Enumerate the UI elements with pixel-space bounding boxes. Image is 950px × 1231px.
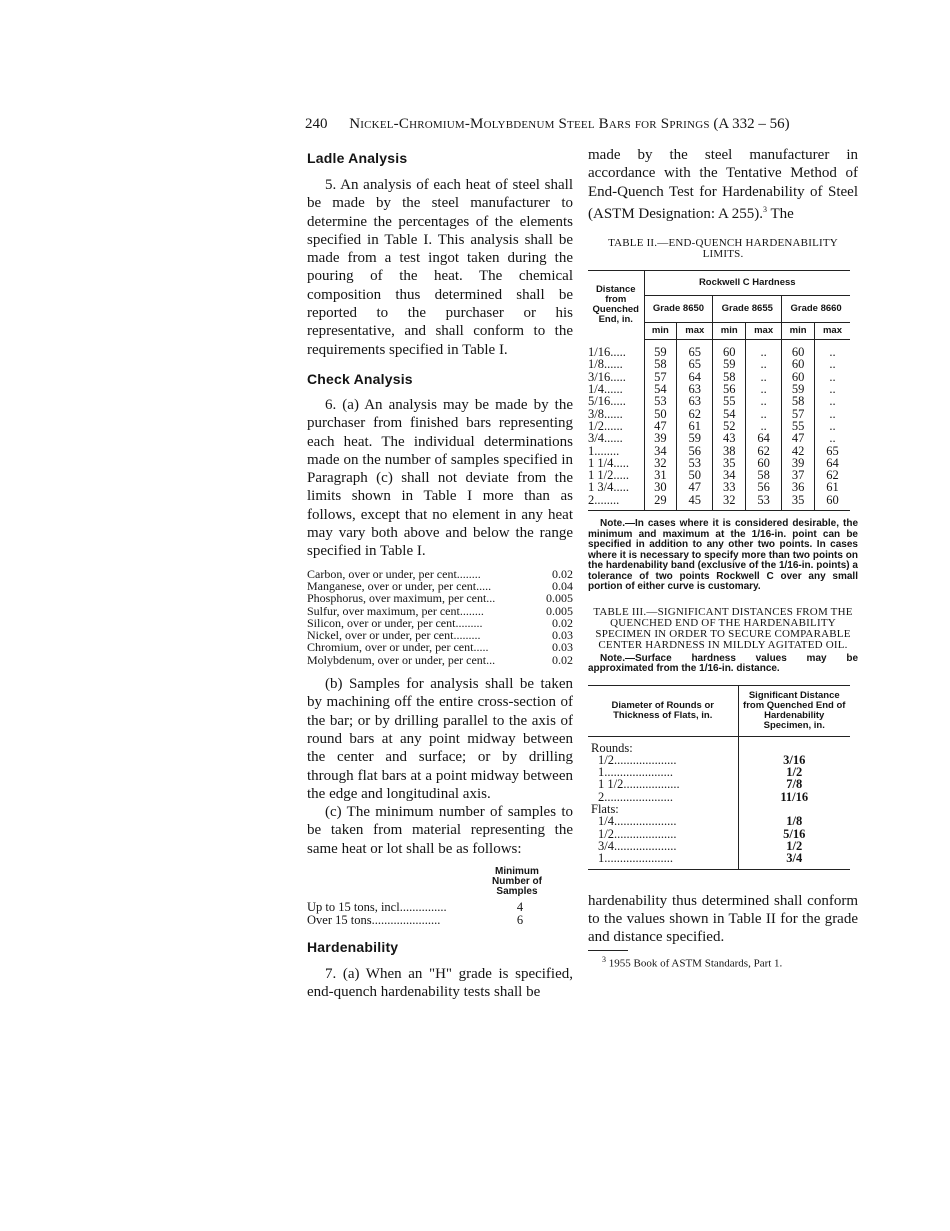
table-3-size: 1/4.................... xyxy=(588,815,738,827)
table-3-distance: 3/16 xyxy=(783,752,806,767)
paragraph-7-continued-end: The xyxy=(767,205,794,222)
limit-value: 0.03 xyxy=(552,628,573,643)
samples-label: Over 15 tons...................... xyxy=(307,912,441,927)
hardness-cell: 60 xyxy=(826,492,839,507)
table-2-row xyxy=(588,395,850,407)
max-header: max xyxy=(746,323,782,340)
hardness-cell: 59 xyxy=(782,383,815,395)
hardenability-heading: Hardenability xyxy=(307,938,399,955)
samples-column-header: Minimum Number of Samples xyxy=(492,865,542,897)
limit-label: Manganese, over or under, per cent..... xyxy=(307,578,492,593)
hardness-cell: 60 xyxy=(746,457,782,469)
samples-value: 6 xyxy=(516,912,524,927)
table-3-note: Note.—Surface hardness values may be approximated from the 1/16-in. distance. xyxy=(588,652,858,675)
table-3-row xyxy=(588,778,850,790)
limit-row xyxy=(307,605,573,617)
table-2-row xyxy=(588,420,850,432)
table-3-size: 1 1/2.................. xyxy=(588,778,738,790)
footnote-ref-3: 3 xyxy=(763,204,767,214)
page-number: 240 xyxy=(305,116,328,132)
paragraph-6b: (b) Samples for analysis shall be taken by machining off the entire cross-section of the bar; or by drilling parallel to the axis of round bars at any point midway between the center and surface; or by drilling through flat bars at a point midway between the edge and longitudinal axis. xyxy=(307,676,573,802)
hardness-cell: 50 xyxy=(644,408,677,420)
hardness-cell: 62 xyxy=(826,468,839,483)
table-3-distance: 11/16 xyxy=(780,789,809,804)
distance-cell: 5/16..... xyxy=(588,395,644,407)
rockwell-header: Rockwell C Hardness xyxy=(644,271,850,296)
table-3-size: 2...................... xyxy=(588,791,738,803)
table-2-row xyxy=(588,383,850,395)
hardness-cell: 58 xyxy=(782,395,815,407)
footnote-text: 1955 Book of ASTM Standards, Part 1. xyxy=(606,958,783,971)
table-3-subheading: Flats: xyxy=(588,803,738,815)
samples-table xyxy=(307,901,533,927)
hardness-cell: 64 xyxy=(677,371,713,383)
paragraph-7-end: hardenability thus determined shall conform to the values shown in Table II for the grade and distance specified. xyxy=(588,892,858,946)
hardness-cell: 56 xyxy=(677,445,713,457)
table-2-note: Note.—In cases where it is considered desirable, the minimum and maximum at the 1/16-in. point can be specified in addition to any other two points. In cases where it is necessary to specify more than two points on the hardenability band (exclusive of the 1/16-in. points) a tolerance of two points Rockwell C over any small portion of either curve is customary. xyxy=(588,518,858,593)
hardness-cell: .. xyxy=(829,431,836,446)
distance-cell: 1 1/2..... xyxy=(588,469,644,481)
distance-cell: 1 1/4..... xyxy=(588,457,644,469)
hardness-cell: 63 xyxy=(677,383,713,395)
ladle-analysis-heading: Ladle Analysis xyxy=(307,150,408,166)
hardness-cell: 54 xyxy=(713,408,746,420)
table-2-row xyxy=(588,432,850,444)
hardness-cell: .. xyxy=(829,394,836,409)
table-3-empty-cell xyxy=(738,736,850,754)
hardness-cell: 35 xyxy=(713,457,746,469)
table-2-row xyxy=(588,408,850,420)
footnote-rule xyxy=(588,950,628,951)
hardness-cell: .. xyxy=(746,340,782,359)
distance-cell: 1........ xyxy=(588,445,644,457)
paragraph-6c: (c) The minimum number of samples to be taken from material representing the same heat or lot shall be as follows: xyxy=(307,804,573,857)
hardness-cell: .. xyxy=(829,382,836,397)
hardness-cell: 64 xyxy=(826,455,839,470)
hardness-cell: 56 xyxy=(746,481,782,493)
samples-label: Up to 15 tons, incl............... xyxy=(307,899,447,914)
hardness-cell: 30 xyxy=(644,481,677,493)
table-3-size: 1/2.................... xyxy=(588,828,738,840)
hardness-cell: .. xyxy=(746,358,782,370)
table-2-hardenability-limits xyxy=(588,270,850,511)
variation-limits-table xyxy=(307,568,573,666)
hardness-cell: 57 xyxy=(782,408,815,420)
hardness-cell: 32 xyxy=(713,494,746,511)
min-header: min xyxy=(782,323,815,340)
limit-row xyxy=(307,641,573,653)
samples-row xyxy=(307,914,533,927)
distance-cell: 1/4...... xyxy=(588,383,644,395)
hardness-cell: .. xyxy=(746,408,782,420)
distance-cell: 1/16..... xyxy=(588,340,644,359)
limit-value: 0.02 xyxy=(552,615,573,630)
hardness-cell: 53 xyxy=(677,457,713,469)
table-3-distance: 5/16 xyxy=(783,826,806,841)
limit-row xyxy=(307,654,573,666)
hardness-cell: 60 xyxy=(782,358,815,370)
diameter-column-header: Diameter of Rounds or Thickness of Flats, in. xyxy=(588,685,738,736)
hardness-cell: 42 xyxy=(782,445,815,457)
hardness-cell: 60 xyxy=(782,340,815,359)
samples-value: 4 xyxy=(516,899,524,914)
table-2-caption: TABLE II.—END-QUENCH HARDENABILITY LIMITS. xyxy=(608,237,838,261)
hardness-cell: 47 xyxy=(782,432,815,444)
distance-cell: 3/4...... xyxy=(588,432,644,444)
limit-label: Chromium, over or under, per cent..... xyxy=(307,640,489,655)
paragraph-7-continued xyxy=(588,146,858,223)
table-3-distance: 7/8 xyxy=(786,777,803,792)
hardness-cell: 53 xyxy=(746,494,782,511)
table-3-distance: 1/8 xyxy=(786,814,803,829)
distance-cell: 1/2...... xyxy=(588,420,644,432)
hardness-cell: 58 xyxy=(644,358,677,370)
hardness-cell: 34 xyxy=(644,445,677,457)
table-3-row xyxy=(588,791,850,803)
table-3-distance: 1/2 xyxy=(786,765,803,780)
hardness-cell: 32 xyxy=(644,457,677,469)
limit-value: 0.02 xyxy=(552,652,573,667)
limit-value: 0.03 xyxy=(552,640,573,655)
limit-label: Phosphorus, over maximum, per cent... xyxy=(307,591,496,606)
hardness-cell: .. xyxy=(829,418,836,433)
table-3-size: 1...................... xyxy=(588,766,738,778)
running-title: Nickel-Chromium-Molybdenum Steel Bars for Springs xyxy=(349,116,710,132)
limit-label: Silicon, over or under, per cent......... xyxy=(307,615,483,630)
table-2-row xyxy=(588,371,850,383)
hardness-cell: 58 xyxy=(713,371,746,383)
limit-row xyxy=(307,592,573,604)
hardness-cell: 60 xyxy=(782,371,815,383)
grade-8650-header: Grade 8650 xyxy=(644,296,713,323)
hardness-cell: 37 xyxy=(782,469,815,481)
hardness-cell: 64 xyxy=(746,432,782,444)
hardness-cell: 59 xyxy=(644,340,677,359)
designation: (A 332 – 56) xyxy=(713,116,790,132)
distance-cell: 2........ xyxy=(588,494,644,511)
hardness-cell: 57 xyxy=(644,371,677,383)
limit-label: Nickel, over or under, per cent......... xyxy=(307,628,481,643)
paragraph-7-continued-text: made by the steel manufacturer in accordance with the Tentative Method of End-Quench Test for Hardenability of Steel (ASTM Designation: A 255). xyxy=(588,147,858,222)
hardness-cell: 65 xyxy=(826,443,839,458)
table-3-row xyxy=(588,815,850,827)
min-header: min xyxy=(713,323,746,340)
distance-cell: 3/8...... xyxy=(588,408,644,420)
table-3-size: 3/4.................... xyxy=(588,840,738,852)
hardness-cell: 60 xyxy=(713,340,746,359)
right-column xyxy=(588,146,858,970)
table-3-subheading: Rounds: xyxy=(588,736,738,754)
hardness-cell: 63 xyxy=(677,395,713,407)
paragraph-5: 5. An analysis of each heat of steel shall be made by the steel manufacturer to determine the percentages of the elements specified in Table I. This analysis shall be made from a test ingot taken during the pouring of the heat. The chemical composition thus determined shall be reported to the purchaser or his representative, and shall conform to the requirements specified in Table I. xyxy=(307,177,573,358)
hardness-cell: 53 xyxy=(644,395,677,407)
max-header: max xyxy=(815,323,851,340)
table-3-subheading-row xyxy=(588,736,850,754)
hardness-cell: 65 xyxy=(677,340,713,359)
hardness-cell: 34 xyxy=(713,469,746,481)
hardness-cell: 36 xyxy=(782,481,815,493)
table-2-row xyxy=(588,340,850,359)
paragraph-6a: 6. (a) An analysis may be made by the purchaser from finished bars representing each heat. The individual determinations made on the number of samples specified in Paragraph (c) shall not deviate from the limits shown in Table I more than as follows, except that no element in any heat may vary both above and below the range specified in Table I. xyxy=(307,396,573,560)
hardness-cell: 56 xyxy=(713,383,746,395)
hardness-cell: 33 xyxy=(713,481,746,493)
limit-value: 0.02 xyxy=(552,566,573,581)
distance-column-header: Distance from Quenched End, in. xyxy=(588,271,644,340)
table-3-row xyxy=(588,852,850,869)
table-3-size: 1/2.................... xyxy=(588,754,738,766)
hardness-cell: 61 xyxy=(826,480,839,495)
hardness-cell: .. xyxy=(829,357,836,372)
hardness-cell: .. xyxy=(829,345,836,360)
limit-value: 0.005 xyxy=(546,591,573,606)
distance-cell: 1 3/4..... xyxy=(588,481,644,493)
grade-8660-header: Grade 8660 xyxy=(782,296,850,323)
limit-label: Carbon, over or under, per cent........ xyxy=(307,566,481,581)
hardness-cell: 62 xyxy=(677,408,713,420)
hardness-cell: .. xyxy=(746,371,782,383)
significant-distance-header: Significant Distance from Quenched End of Hardenability Specimen, in. xyxy=(738,685,850,736)
hardness-cell: 58 xyxy=(746,469,782,481)
table-2-row xyxy=(588,494,850,511)
hardness-cell: .. xyxy=(829,369,836,384)
table-3-size: 1...................... xyxy=(588,852,738,869)
footnote-marker: 3 xyxy=(602,955,606,965)
table-3-distance: 3/4 xyxy=(786,851,803,866)
max-header: max xyxy=(677,323,713,340)
footnote-3 xyxy=(588,955,858,970)
hardness-cell: .. xyxy=(746,420,782,432)
hardness-cell: 29 xyxy=(644,494,677,511)
limit-label: Molybdenum, over or under, per cent... xyxy=(307,652,496,667)
hardness-cell: 59 xyxy=(713,358,746,370)
hardness-cell: 59 xyxy=(677,432,713,444)
table-3-significant-distances xyxy=(588,685,850,870)
grade-8655-header: Grade 8655 xyxy=(713,296,782,323)
hardness-cell: .. xyxy=(746,383,782,395)
hardness-cell: 35 xyxy=(782,494,815,511)
page-header xyxy=(305,116,865,133)
table-2-row xyxy=(588,445,850,457)
hardness-cell: 55 xyxy=(782,420,815,432)
table-3-distance: 1/2 xyxy=(786,838,803,853)
hardness-cell: 31 xyxy=(644,469,677,481)
hardness-cell: 45 xyxy=(677,494,713,511)
hardness-cell: .. xyxy=(829,406,836,421)
limit-value: 0.005 xyxy=(546,603,573,618)
left-column xyxy=(307,150,573,1002)
hardness-cell: 54 xyxy=(644,383,677,395)
check-analysis-heading: Check Analysis xyxy=(307,370,413,387)
hardness-cell: 47 xyxy=(677,481,713,493)
hardness-cell: 47 xyxy=(644,420,677,432)
table-2-row xyxy=(588,481,850,493)
hardness-cell: 39 xyxy=(644,432,677,444)
hardness-cell: 50 xyxy=(677,469,713,481)
distance-cell: 1/8...... xyxy=(588,358,644,370)
min-header: min xyxy=(644,323,677,340)
hardness-cell: 38 xyxy=(713,445,746,457)
limit-value: 0.04 xyxy=(552,578,573,593)
table-2-row xyxy=(588,358,850,370)
hardness-cell: .. xyxy=(746,395,782,407)
distance-cell: 3/16..... xyxy=(588,371,644,383)
hardness-cell: 43 xyxy=(713,432,746,444)
hardness-cell: 61 xyxy=(677,420,713,432)
hardness-cell: 52 xyxy=(713,420,746,432)
table-3-caption: TABLE III.—SIGNIFICANT DISTANCES FROM THE QUENCHED END OF THE HARDENABILITY SPECIMEN IN ORDER TO SECURE COMPARABLE CENTER HARDNESS IN MILDLY AGITATED OIL. xyxy=(593,605,853,651)
paragraph-7a: 7. (a) When an "H" grade is specified, end-quench hardenability tests shall be xyxy=(307,965,573,1001)
limit-label: Sulfur, over maximum, per cent........ xyxy=(307,603,484,618)
hardness-cell: 65 xyxy=(677,358,713,370)
hardness-cell: 39 xyxy=(782,457,815,469)
hardness-cell: 62 xyxy=(746,445,782,457)
hardness-cell: 55 xyxy=(713,395,746,407)
